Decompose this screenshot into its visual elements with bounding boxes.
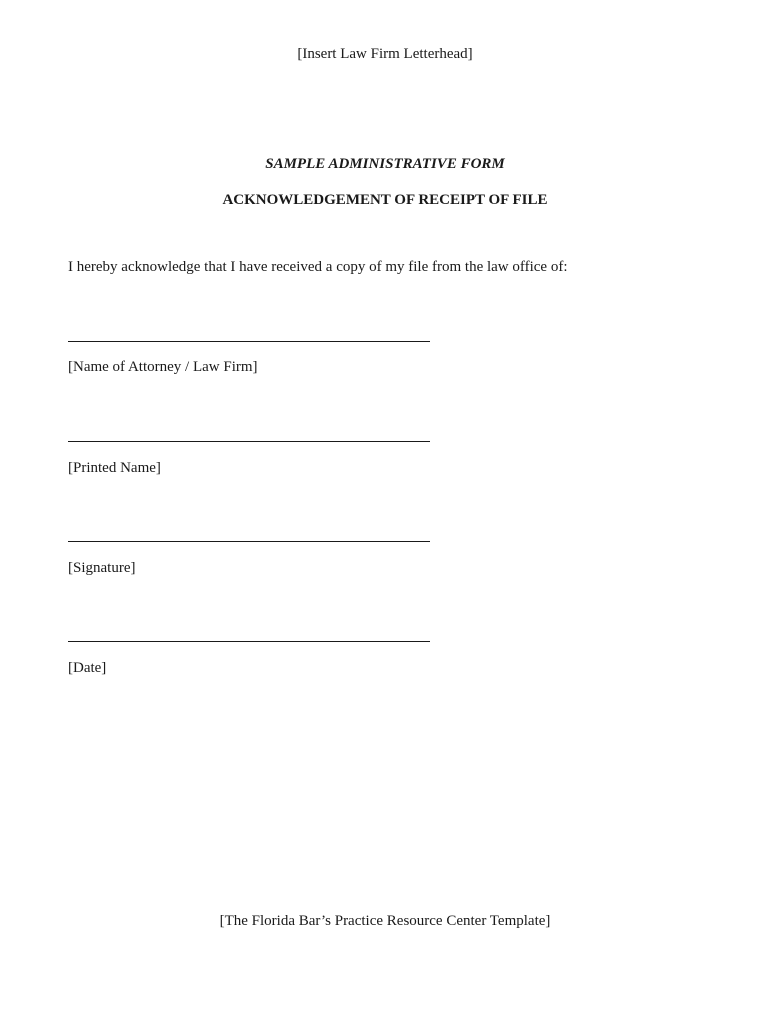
acknowledgement-statement: I hereby acknowledge that I have received a copy of my file from the law office of: xyxy=(68,259,568,275)
date-label: [Date] xyxy=(68,660,107,676)
signature-line[interactable] xyxy=(68,541,430,542)
attorney-name-line[interactable] xyxy=(68,341,430,342)
letterhead-placeholder: [Insert Law Firm Letterhead] xyxy=(297,46,473,62)
template-footer: [The Florida Bar’s Practice Resource Center Template] xyxy=(219,913,551,929)
signature-label: [Signature] xyxy=(68,560,136,576)
printed-name-line[interactable] xyxy=(68,441,430,442)
form-heading: ACKNOWLEDGEMENT OF RECEIPT OF FILE xyxy=(222,192,548,208)
attorney-name-label: [Name of Attorney / Law Firm] xyxy=(68,359,258,375)
date-line[interactable] xyxy=(68,641,430,642)
form-title: SAMPLE ADMINISTRATIVE FORM xyxy=(265,156,505,172)
printed-name-label: [Printed Name] xyxy=(68,460,161,476)
